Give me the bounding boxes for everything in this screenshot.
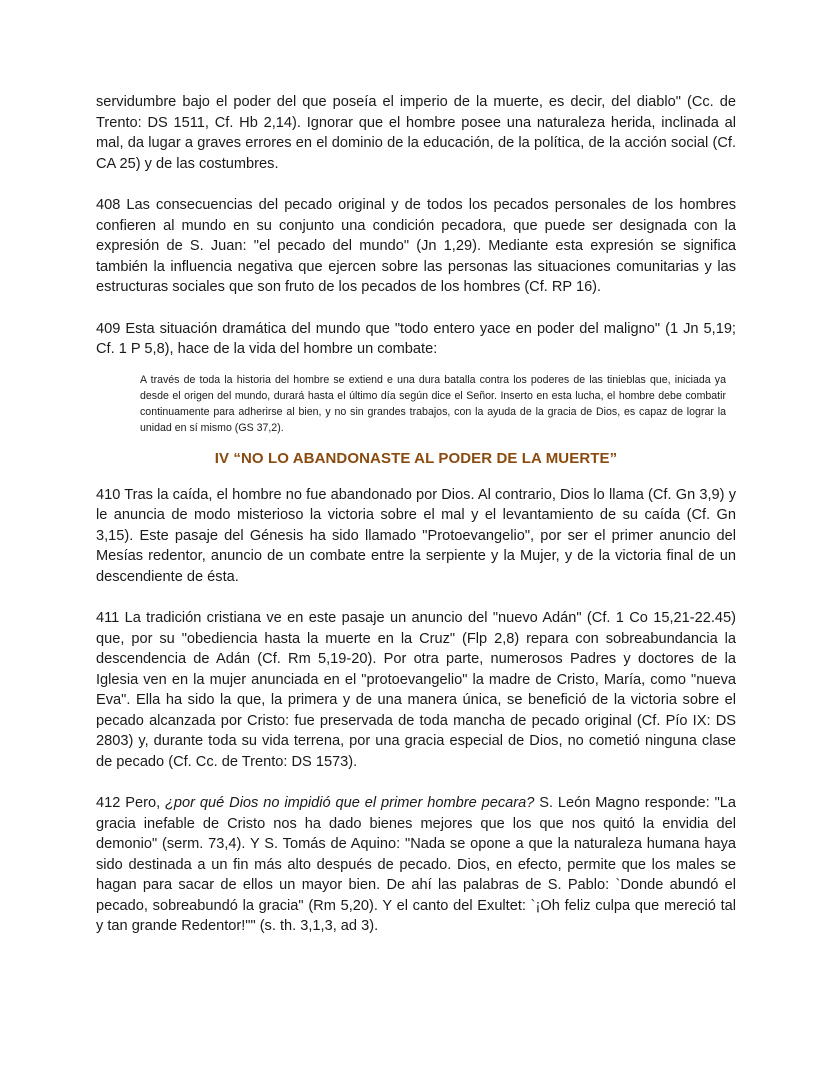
paragraph-409: 409 Esta situación dramática del mundo que "todo entero yace en poder del maligno" (1 Jn 5,19; Cf. 1 P 5,8), hace de la vida del hombre un combate:: [96, 320, 736, 357]
document-page: [96, 92, 736, 958]
paragraph-408: 408 Las consecuencias del pecado original y de todos los pecados personales de los hombres confieren al mundo en su conjunto una condición pecadora, que puede ser designada con la expresión de S. Juan: "el pecado del mundo" (Jn 1,29). Mediante esta expresión se significa también la influencia negativa que ejercen sobre las personas las situaciones comunitarias y las estructuras sociales que son fruto de los pecados de los hombres (Cf. RP 16).: [96, 197, 736, 295]
paragraph-412-rest: S. León Magno responde: "La gracia inefable de Cristo nos ha dado bienes mejores que los que nos quitó la envidia del demonio" (serm. 73,4). Y S. Tomás de Aquino: "Nada se opone a que la naturaleza humana haya sido destinada a un fin más alto después de pecado. Dios, en efecto, permite que los males se hagan para sacar de ellos un mayor bien. De ahí las palabras de S. Pablo: `Donde abundó el pecado, sobreabundó la gracia" (Rm 5,20). Y el canto del Exultet: `¡Oh feliz culpa que mereció tal y tan grande Redentor!"" (s. th. 3,1,3, ad 3).: [96, 795, 736, 934]
paragraph-411: 411 La tradición cristiana ve en este pasaje un anuncio del "nuevo Adán" (Cf. 1 Co 15,21-22.45) que, por su "obediencia hasta la muerte en la Cruz" (Flp 2,8) repara con sobreabundancia la descendencia de Adán (Cf. Rm 5,19-20). Por otra parte, numerosos Padres y doctores de la Iglesia ven en la mujer anunciada en el "protoevangelio" la madre de Cristo, María, como "nueva Eva". Ella ha sido la que, la primera y de una manera única, se benefició de la victoria sobre el pecado alcanzada por Cristo: fue preservada de toda mancha de pecado original (Cf. Pío IX: DS 2803) y, durante toda su vida terrena, por una gracia especial de Dios, no cometió ninguna clase de pecado (Cf. Cc. de Trento: DS 1573).: [96, 610, 736, 770]
paragraph-412-lead: 412 Pero,: [96, 795, 166, 811]
paragraph-410: 410 Tras la caída, el hombre no fue abandonado por Dios. Al contrario, Dios lo llama (Cf. Gn 3,9) y le anuncia de modo misterioso la victoria sobre el mal y el levantamiento de su caída (Cf. Gn 3,15). Este pasaje del Génesis ha sido llamado "Protoevangelio", por ser el primer anuncio del Mesías redentor, anuncio de un combate entre la serpiente y la Mujer, y de la victoria final de un descendiente de ésta.: [96, 486, 736, 585]
block-quote: A través de toda la historia del hombre se extiend e una dura batalla contra los poderes de las tinieblas que, iniciada ya desde el origen del mundo, durará hasta el último día según dice el Señor. Inserto en esta lucha, el hombre debe combatir continuamente para adherirse al bien, y no sin grandes trabajos, con la ayuda de la gracia de Dios, es capaz de lograr la unidad en sí mismo (GS 37,2).: [140, 373, 726, 434]
paragraph-continuation: servidumbre bajo el poder del que poseía el imperio de la muerte, es decir, del diablo" (Cc. de Trento: DS 1511, Cf. Hb 2,14). Ignorar que el hombre posee una naturaleza herida, inclinada al mal, da lugar a graves errores en el dominio de la educación, de la política, de la acción social (Cf. CA 25) y de las costumbres.: [96, 94, 736, 172]
paragraph-412-question: ¿por qué Dios no impidió que el primer hombre pecara?: [165, 795, 535, 811]
paragraph-412: [96, 793, 736, 937]
section-heading: IV “NO LO ABANDONASTE AL PODER DE LA MUERTE”: [214, 449, 618, 467]
